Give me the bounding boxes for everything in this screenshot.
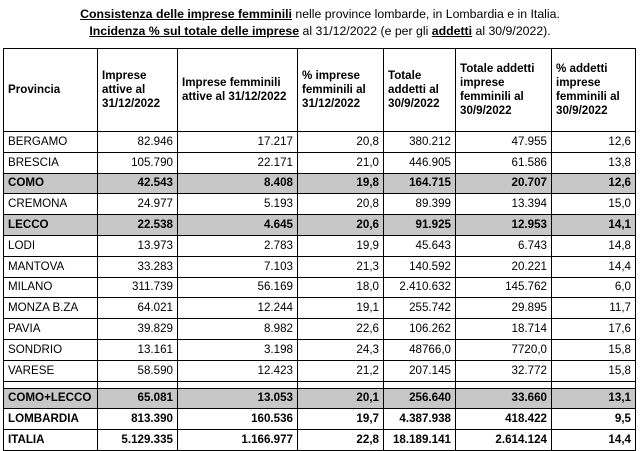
value-cell: 256.640 bbox=[384, 388, 456, 409]
spacer-cell bbox=[384, 381, 456, 388]
value-cell: 33.283 bbox=[98, 256, 178, 277]
value-cell: 12.953 bbox=[456, 215, 552, 236]
value-cell: 39.829 bbox=[98, 319, 178, 340]
spacer-cell bbox=[552, 381, 636, 388]
table-row bbox=[4, 152, 636, 173]
value-cell: 12.244 bbox=[178, 298, 298, 319]
value-cell: 21,3 bbox=[298, 256, 384, 277]
spacer-cell bbox=[178, 381, 298, 388]
spacer-row bbox=[4, 381, 636, 388]
value-cell: 22,8 bbox=[298, 430, 384, 451]
value-cell: 18,0 bbox=[298, 277, 384, 298]
value-cell: 380.212 bbox=[384, 132, 456, 153]
table-row bbox=[4, 235, 636, 256]
value-cell: 13,8 bbox=[552, 152, 636, 173]
header-totale-addetti: Totale addetti al 30/9/2022 bbox=[384, 49, 456, 132]
value-cell: 4.645 bbox=[178, 215, 298, 236]
value-cell: 17,6 bbox=[552, 319, 636, 340]
header-imprese-attive: Imprese attive al 31/12/2022 bbox=[98, 49, 178, 132]
value-cell: 14,4 bbox=[552, 430, 636, 451]
value-cell: 19,1 bbox=[298, 298, 384, 319]
value-cell: 89.399 bbox=[384, 194, 456, 215]
table-row bbox=[4, 339, 636, 360]
province-cell: LECCO bbox=[4, 215, 98, 236]
value-cell: 65.081 bbox=[98, 388, 178, 409]
province-cell: VARESE bbox=[4, 360, 98, 381]
table-row bbox=[4, 388, 636, 409]
value-cell: 29.895 bbox=[456, 298, 552, 319]
value-cell: 140.592 bbox=[384, 256, 456, 277]
value-cell: 19,8 bbox=[298, 173, 384, 194]
province-cell: COMO bbox=[4, 173, 98, 194]
value-cell: 22,6 bbox=[298, 319, 384, 340]
value-cell: 33.660 bbox=[456, 388, 552, 409]
value-cell: 24,3 bbox=[298, 339, 384, 360]
value-cell: 7.103 bbox=[178, 256, 298, 277]
value-cell: 14,8 bbox=[552, 235, 636, 256]
value-cell: 47.955 bbox=[456, 132, 552, 153]
province-cell: LODI bbox=[4, 235, 98, 256]
table-row bbox=[4, 409, 636, 430]
value-cell: 813.390 bbox=[98, 409, 178, 430]
value-cell: 6.743 bbox=[456, 235, 552, 256]
title-line-1 bbox=[0, 6, 640, 23]
table-row bbox=[4, 298, 636, 319]
value-cell: 13.973 bbox=[98, 235, 178, 256]
value-cell: 15,0 bbox=[552, 194, 636, 215]
value-cell: 255.742 bbox=[384, 298, 456, 319]
value-cell: 418.422 bbox=[456, 409, 552, 430]
value-cell: 20,6 bbox=[298, 215, 384, 236]
table-row bbox=[4, 319, 636, 340]
value-cell: 7720,0 bbox=[456, 339, 552, 360]
value-cell: 164.715 bbox=[384, 173, 456, 194]
value-cell: 20.221 bbox=[456, 256, 552, 277]
value-cell: 20,8 bbox=[298, 194, 384, 215]
value-cell: 13.161 bbox=[98, 339, 178, 360]
header-pct-imprese: % imprese femminili al 31/12/2022 bbox=[298, 49, 384, 132]
value-cell: 207.145 bbox=[384, 360, 456, 381]
value-cell: 61.586 bbox=[456, 152, 552, 173]
title-underlined-2: Incidenza % sul totale delle imprese bbox=[89, 24, 300, 38]
value-cell: 13.053 bbox=[178, 388, 298, 409]
value-cell: 8.408 bbox=[178, 173, 298, 194]
table-title bbox=[0, 6, 640, 40]
value-cell: 64.021 bbox=[98, 298, 178, 319]
value-cell: 58.590 bbox=[98, 360, 178, 381]
spacer-cell bbox=[456, 381, 552, 388]
province-cell: MANTOVA bbox=[4, 256, 98, 277]
value-cell: 12.423 bbox=[178, 360, 298, 381]
value-cell: 8.982 bbox=[178, 319, 298, 340]
spacer-cell bbox=[4, 381, 98, 388]
province-cell: MONZA B.ZA bbox=[4, 298, 98, 319]
value-cell: 82.946 bbox=[98, 132, 178, 153]
value-cell: 105.790 bbox=[98, 152, 178, 173]
title-underlined-1: Consistenza delle imprese femminili bbox=[80, 7, 292, 21]
value-cell: 106.262 bbox=[384, 319, 456, 340]
value-cell: 2.614.124 bbox=[456, 430, 552, 451]
value-cell: 24.977 bbox=[98, 194, 178, 215]
province-cell: BRESCIA bbox=[4, 152, 98, 173]
table-row bbox=[4, 277, 636, 298]
value-cell: 20.707 bbox=[456, 173, 552, 194]
value-cell: 18.714 bbox=[456, 319, 552, 340]
province-cell: MILANO bbox=[4, 277, 98, 298]
value-cell: 45.643 bbox=[384, 235, 456, 256]
value-cell: 32.772 bbox=[456, 360, 552, 381]
value-cell: 15,8 bbox=[552, 339, 636, 360]
value-cell: 22.538 bbox=[98, 215, 178, 236]
value-cell: 12,6 bbox=[552, 132, 636, 153]
data-table bbox=[3, 48, 636, 451]
value-cell: 5.129.335 bbox=[98, 430, 178, 451]
table-row bbox=[4, 194, 636, 215]
province-cell: ITALIA bbox=[4, 430, 98, 451]
title-underlined-3: addetti bbox=[431, 24, 473, 38]
value-cell: 12,6 bbox=[552, 173, 636, 194]
header-provincia: Provincia bbox=[4, 49, 98, 132]
value-cell: 56.169 bbox=[178, 277, 298, 298]
title-text-3: al 30/9/2022). bbox=[472, 24, 551, 38]
value-cell: 11,7 bbox=[552, 298, 636, 319]
value-cell: 21,2 bbox=[298, 360, 384, 381]
spacer-cell bbox=[98, 381, 178, 388]
value-cell: 145.762 bbox=[456, 277, 552, 298]
table-row bbox=[4, 173, 636, 194]
title-text-1: nelle province lombarde, in Lombardia e in Italia. bbox=[291, 7, 560, 21]
value-cell: 446.905 bbox=[384, 152, 456, 173]
table-row bbox=[4, 132, 636, 153]
value-cell: 21,0 bbox=[298, 152, 384, 173]
value-cell: 14,4 bbox=[552, 256, 636, 277]
value-cell: 15,8 bbox=[552, 360, 636, 381]
table-row bbox=[4, 215, 636, 236]
value-cell: 14,1 bbox=[552, 215, 636, 236]
header-row bbox=[4, 49, 636, 132]
province-cell: LOMBARDIA bbox=[4, 409, 98, 430]
value-cell: 311.739 bbox=[98, 277, 178, 298]
value-cell: 42.543 bbox=[98, 173, 178, 194]
province-cell: CREMONA bbox=[4, 194, 98, 215]
value-cell: 6,0 bbox=[552, 277, 636, 298]
value-cell: 2.410.632 bbox=[384, 277, 456, 298]
province-cell: BERGAMO bbox=[4, 132, 98, 153]
table-row bbox=[4, 360, 636, 381]
value-cell: 19,7 bbox=[298, 409, 384, 430]
value-cell: 1.166.977 bbox=[178, 430, 298, 451]
value-cell: 160.536 bbox=[178, 409, 298, 430]
title-text-2: al 31/12/2022 (e per gli bbox=[299, 24, 432, 38]
value-cell: 91.925 bbox=[384, 215, 456, 236]
value-cell: 20,1 bbox=[298, 388, 384, 409]
table-row bbox=[4, 430, 636, 451]
value-cell: 5.193 bbox=[178, 194, 298, 215]
title-line-2 bbox=[0, 23, 640, 40]
table-row bbox=[4, 256, 636, 277]
header-addetti-femminili: Totale addetti imprese femminili al 30/9/2022 bbox=[456, 49, 552, 132]
value-cell: 19,9 bbox=[298, 235, 384, 256]
header-imprese-femminili: Imprese femminili attive al 31/12/2022 bbox=[178, 49, 298, 132]
spacer-cell bbox=[298, 381, 384, 388]
header-pct-addetti: % addetti imprese femminili al 30/9/2022 bbox=[552, 49, 636, 132]
province-cell: PAVIA bbox=[4, 319, 98, 340]
value-cell: 20,8 bbox=[298, 132, 384, 153]
value-cell: 22.171 bbox=[178, 152, 298, 173]
value-cell: 18.189.141 bbox=[384, 430, 456, 451]
value-cell: 13,1 bbox=[552, 388, 636, 409]
province-cell: COMO+LECCO bbox=[4, 388, 98, 409]
value-cell: 48766,0 bbox=[384, 339, 456, 360]
value-cell: 17.217 bbox=[178, 132, 298, 153]
value-cell: 13.394 bbox=[456, 194, 552, 215]
value-cell: 4.387.938 bbox=[384, 409, 456, 430]
province-cell: SONDRIO bbox=[4, 339, 98, 360]
value-cell: 3.198 bbox=[178, 339, 298, 360]
value-cell: 2.783 bbox=[178, 235, 298, 256]
value-cell: 9,5 bbox=[552, 409, 636, 430]
